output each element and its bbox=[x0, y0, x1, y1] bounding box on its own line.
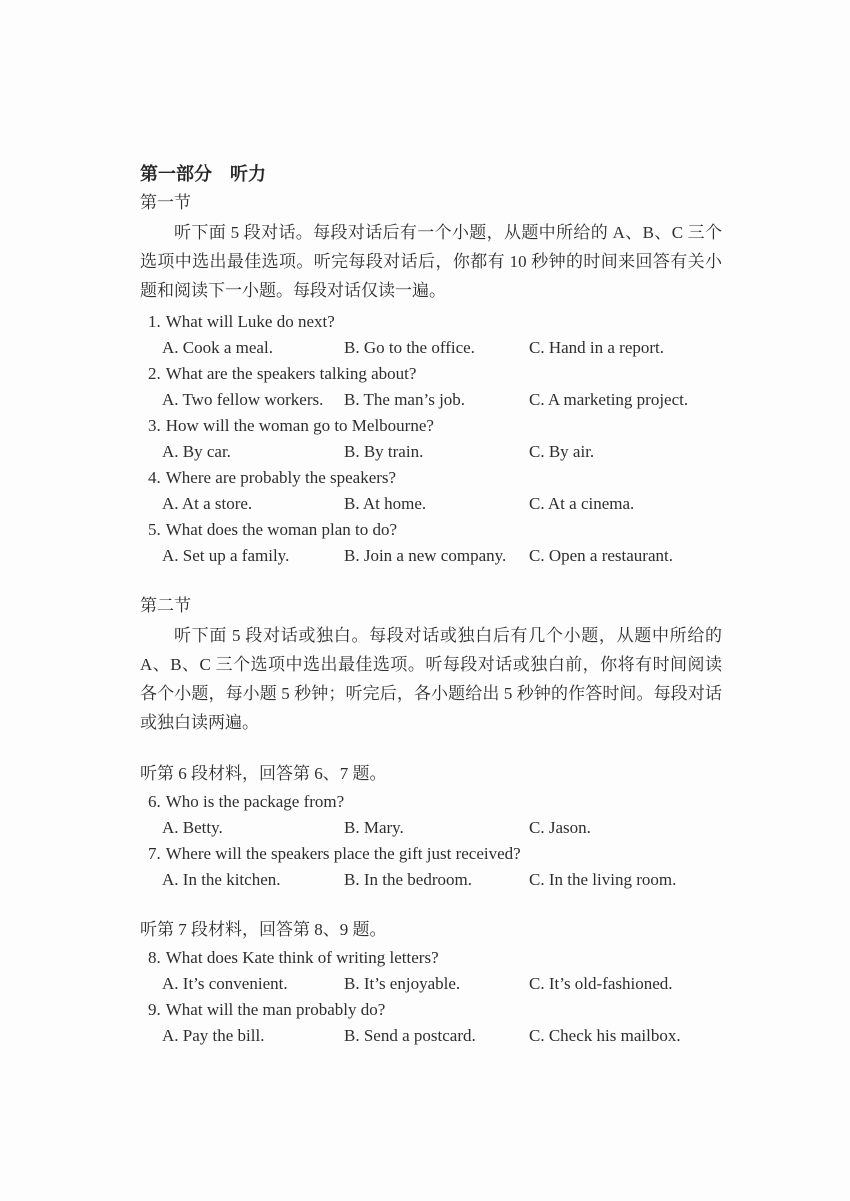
question-text: What will the man probably do? bbox=[165, 1000, 386, 1019]
option-b: B. Send a postcard. bbox=[344, 1026, 476, 1045]
option-a: A. Two fellow workers. bbox=[162, 390, 324, 409]
option-b: B. In the bedroom. bbox=[344, 870, 472, 889]
option-a: A. At a store. bbox=[162, 494, 253, 513]
option-b: B. The man’s job. bbox=[344, 390, 466, 409]
section1-title: 第一节 bbox=[140, 193, 191, 212]
group-intro-6: 听第 6 段材料，回答第 6、7 题。 bbox=[140, 764, 387, 783]
question-3 bbox=[140, 413, 722, 465]
option-b: B. Join a new company. bbox=[344, 546, 507, 565]
section2-title: 第二节 bbox=[140, 596, 191, 615]
exam-content bbox=[140, 163, 722, 1049]
option-c: C. It’s old-fashioned. bbox=[529, 974, 673, 993]
group-intro-7: 听第 7 段材料，回答第 8、9 题。 bbox=[140, 920, 387, 939]
option-a: A. Betty. bbox=[162, 818, 223, 837]
option-b: B. It’s enjoyable. bbox=[344, 974, 461, 993]
question-number: 7. bbox=[148, 844, 161, 863]
question-number: 8. bbox=[148, 948, 161, 967]
question-text: Where will the speakers place the gift just received? bbox=[165, 844, 521, 863]
question-number: 4. bbox=[148, 468, 161, 487]
option-a: A. Cook a meal. bbox=[162, 338, 273, 357]
option-a: A. In the kitchen. bbox=[162, 870, 281, 889]
part-title: 第一部分 听力 bbox=[140, 164, 266, 184]
option-c: C. Open a restaurant. bbox=[529, 546, 673, 565]
option-c: C. Hand in a report. bbox=[529, 338, 665, 357]
question-2 bbox=[140, 361, 722, 413]
option-a: A. Set up a family. bbox=[162, 546, 290, 565]
question-7 bbox=[140, 841, 722, 893]
question-6 bbox=[140, 789, 722, 841]
question-5 bbox=[140, 517, 722, 569]
option-c: C. Check his mailbox. bbox=[529, 1026, 681, 1045]
option-b: B. Go to the office. bbox=[344, 338, 475, 357]
question-text: How will the woman go to Melbourne? bbox=[165, 416, 434, 435]
option-a: A. By car. bbox=[162, 442, 231, 461]
option-a: A. It’s convenient. bbox=[162, 974, 288, 993]
question-text: Where are probably the speakers? bbox=[165, 468, 397, 487]
section1-instructions: 听下面 5 段对话。每段对话后有一个小题，从题中所给的 A、B、C 三个选项中选出最佳选项。听完每段对话后，你都有 10 秒钟的时间来回答有关小题和阅读下一小题。每段对话仅读一遍。 bbox=[140, 223, 722, 300]
option-c: C. Jason. bbox=[529, 818, 591, 837]
question-text: Who is the package from? bbox=[165, 792, 345, 811]
question-number: 1. bbox=[148, 312, 161, 331]
question-text: What does the woman plan to do? bbox=[165, 520, 398, 539]
question-number: 2. bbox=[148, 364, 161, 383]
question-9 bbox=[140, 997, 722, 1049]
question-number: 3. bbox=[148, 416, 161, 435]
question-number: 6. bbox=[148, 792, 161, 811]
question-1 bbox=[140, 309, 722, 361]
question-number: 5. bbox=[148, 520, 161, 539]
question-text: What does Kate think of writing letters? bbox=[165, 948, 439, 967]
section2-instructions: 听下面 5 段对话或独白。每段对话或独白后有几个小题，从题中所给的 A、B、C 三个选项中选出最佳选项。听每段对话或独白前，你将有时间阅读各个小题，每小题 5 秒钟；听完后，各小题给出 5 秒钟的作答时间。每段对话或独白读两遍。 bbox=[140, 626, 723, 732]
option-b: B. By train. bbox=[344, 442, 424, 461]
option-b: B. Mary. bbox=[344, 818, 404, 837]
question-8 bbox=[140, 945, 722, 997]
question-4 bbox=[140, 465, 722, 517]
question-text: What will Luke do next? bbox=[165, 312, 335, 331]
option-c: C. A marketing project. bbox=[529, 390, 689, 409]
option-b: B. At home. bbox=[344, 494, 427, 513]
question-number: 9. bbox=[148, 1000, 161, 1019]
option-c: C. At a cinema. bbox=[529, 494, 635, 513]
option-c: C. By air. bbox=[529, 442, 595, 461]
option-a: A. Pay the bill. bbox=[162, 1026, 265, 1045]
question-text: What are the speakers talking about? bbox=[165, 364, 417, 383]
option-c: C. In the living room. bbox=[529, 870, 677, 889]
